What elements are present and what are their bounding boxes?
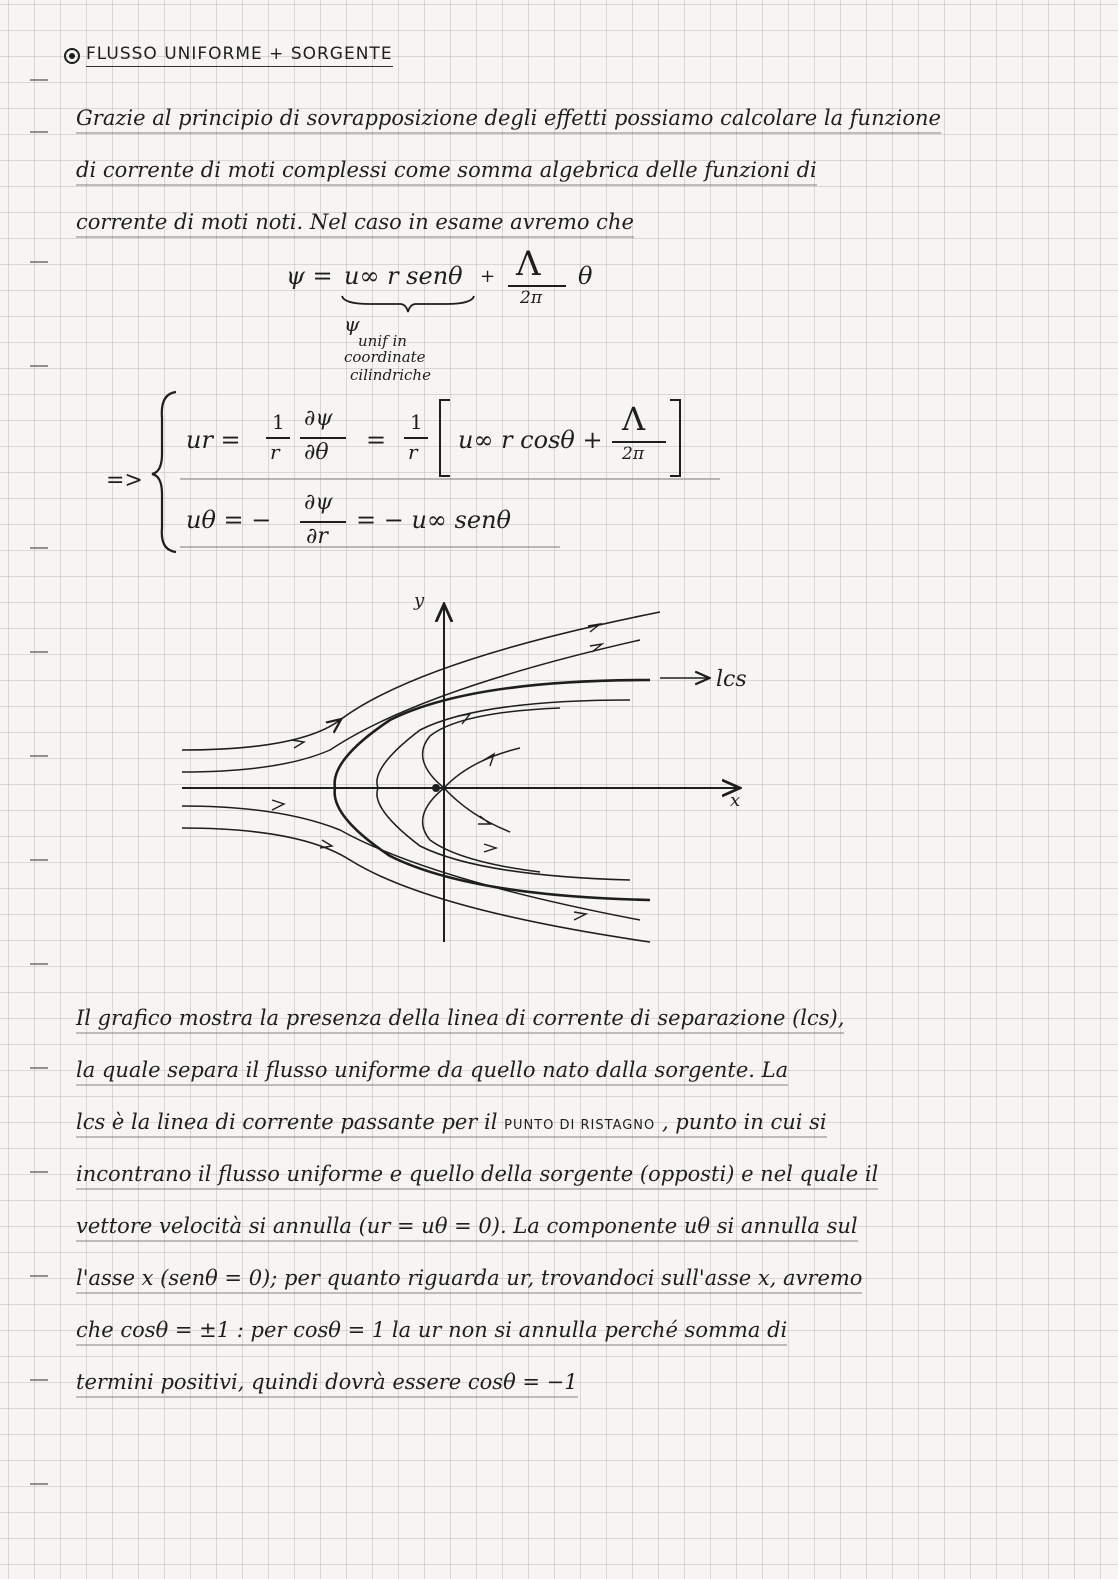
source-line-3: [423, 788, 540, 872]
intro-line-1: Grazie al principio di sovrapposizione degli effetti possiamo calcolare la funzione: [76, 106, 941, 134]
streamline-lower-1: [182, 828, 650, 942]
body-line-7: che cosθ = ±1 : per cosθ = 1 la ur non si annulla perché somma di: [76, 1318, 787, 1346]
body-line-8: termini positivi, quindi dovrà essere cosθ = −1: [76, 1370, 578, 1398]
system-brace: [150, 388, 180, 556]
ur-frac2-num: ∂ψ: [304, 406, 333, 431]
ur-underline: [180, 476, 720, 482]
psi-theta: θ: [578, 262, 593, 290]
flow-arrow: [484, 844, 496, 852]
body-line-1: Il grafico mostra la presenza della linea di corrente di separazione (lcs),: [76, 1006, 844, 1034]
psi-frac-den: 2π: [520, 288, 542, 308]
ur-lhs: ur =: [186, 426, 241, 454]
body-line-3-tail: , punto in cui si: [661, 1110, 827, 1134]
utheta-underline: [180, 544, 560, 550]
psi-lhs: ψ =: [286, 262, 333, 290]
dividing-streamline-inner: [377, 700, 630, 880]
y-axis-label: y: [414, 590, 425, 611]
ur-frac3-num: 1: [410, 410, 423, 434]
utheta-lhs: uθ = −: [186, 506, 272, 534]
psi-unif-sub: unif in: [358, 332, 407, 350]
utheta-frac-num: ∂ψ: [304, 490, 333, 515]
ur-frac1-den: r: [270, 440, 280, 464]
bullet-icon: [64, 48, 80, 64]
flow-arrow: [272, 800, 284, 810]
body-line-3-text: lcs è la linea di corrente passante per il: [76, 1110, 498, 1134]
right-bracket: [668, 398, 684, 478]
flow-arrow: [588, 624, 600, 632]
left-bracket: [436, 398, 452, 478]
streamline-diagram: [160, 580, 800, 960]
streamline-lower-2: [182, 806, 640, 920]
x-axis-label: x: [730, 790, 741, 811]
margin-marks: [0, 0, 60, 1579]
body-line-5: vettore velocità si annulla (ur = uθ = 0). La componente uθ si annulla sul: [76, 1214, 858, 1242]
stagnation-point: [432, 784, 440, 792]
lcs-label: lcs: [716, 667, 747, 692]
utheta-rhs: = − u∞ senθ: [356, 506, 511, 534]
section-title-text: FLUSSO UNIFORME + SORGENTE: [86, 44, 393, 67]
ur-frac1-num: 1: [272, 410, 285, 434]
psi-unif-note-2: cilindriche: [350, 366, 431, 384]
streamline-upper-2: [182, 640, 640, 772]
ur-frac3-den: r: [408, 440, 418, 464]
body-line-6: l'asse x (senθ = 0); per quanto riguarda ur, trovandoci sull'asse x, avremo: [76, 1266, 862, 1294]
source-line-4: [444, 788, 510, 832]
implies-arrow: =>: [106, 468, 143, 493]
psi-unif-symbol: ψ: [344, 312, 360, 336]
psi-plus: +: [480, 266, 496, 287]
section-title: [64, 44, 393, 67]
ur-inner: u∞ r cosθ +: [458, 426, 603, 454]
psi-frac-num: Λ: [516, 244, 541, 284]
ur-inner-num: Λ: [622, 400, 646, 438]
source-line-2: [444, 748, 520, 788]
ur-frac2-den: ∂θ: [304, 440, 329, 465]
flow-arrow: [292, 740, 304, 748]
stagnation-point-term: PUNTO DI RISTAGNO: [504, 1118, 656, 1133]
utheta-frac-den: ∂r: [306, 524, 328, 549]
flow-arrow: [574, 912, 586, 920]
psi-unif-note-1: coordinate: [344, 348, 426, 366]
body-line-2: la quale separa il flusso uniforme da quello nato dalla sorgente. La: [76, 1058, 788, 1086]
body-line-3: [76, 1110, 827, 1138]
body-line-4: incontrano il flusso uniforme e quello della sorgente (opposti) e nel quale il: [76, 1162, 878, 1190]
intro-line-2: di corrente di moti complessi come somma algebrica delle funzioni di: [76, 158, 817, 186]
underbrace: [340, 294, 476, 314]
intro-line-3: corrente di moti noti. Nel caso in esame avremo che: [76, 210, 634, 238]
ur-inner-den: 2π: [622, 444, 644, 464]
ur-eq: =: [366, 426, 387, 454]
psi-uniform-term: u∞ r senθ: [344, 262, 463, 290]
